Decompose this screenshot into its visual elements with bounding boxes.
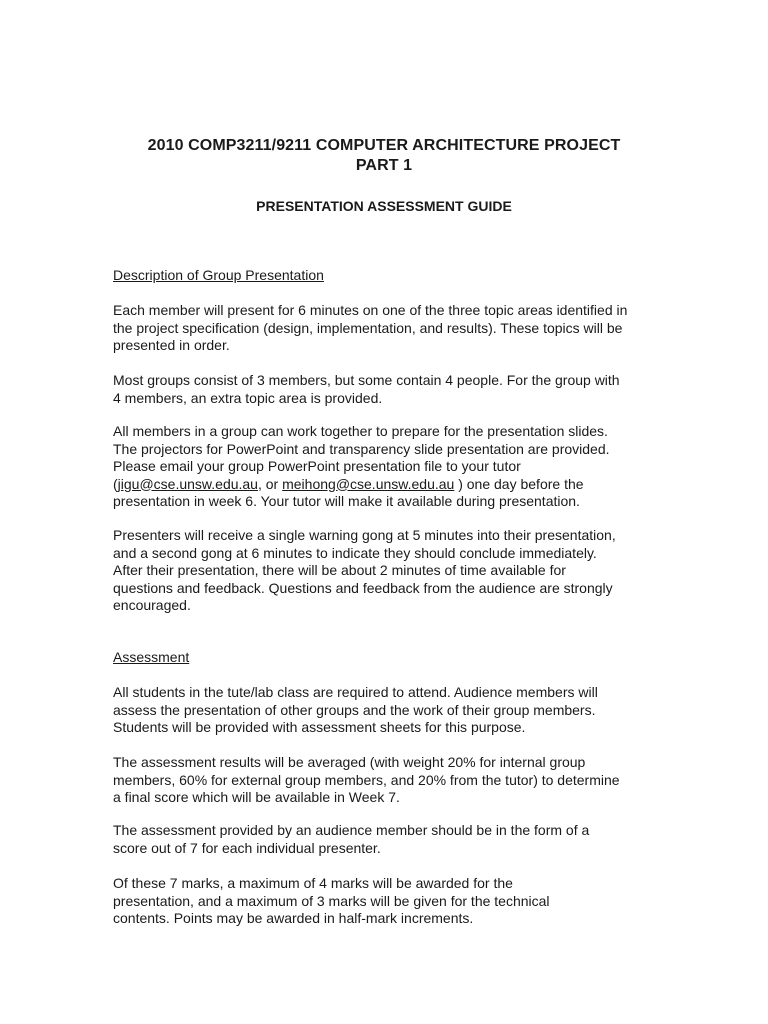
document-subtitle: PRESENTATION ASSESSMENT GUIDE	[256, 198, 512, 214]
paragraph	[113, 527, 673, 615]
paragraph-line: The assessment provided by an audience member should be in the form of a	[113, 822, 590, 838]
text-fragment: ) one day before the	[454, 475, 584, 492]
paragraph-line: and a second gong at 6 minutes to indicate they should conclude immediately.	[113, 544, 597, 561]
paragraph-line: Of these 7 marks, a maximum of 4 marks will be awarded for the	[113, 875, 513, 891]
paragraph-line: assess the presentation of other groups and the work of their group members.	[113, 701, 596, 718]
paragraph-line: a final score which will be available in Week 7.	[113, 789, 400, 805]
paragraph	[113, 822, 673, 857]
paragraph-line: Students will be provided with assessment sheets for this purpose.	[113, 719, 526, 735]
paragraph-line: All students in the tute/lab class are required to attend. Audience members will	[113, 684, 598, 700]
paragraph	[113, 684, 673, 737]
paragraph-line: After their presentation, there will be about 2 minutes of time available for	[113, 562, 566, 578]
paragraph-line: members, 60% for external group members, and 20% from the tutor) to determine	[113, 771, 620, 788]
document-title	[0, 136, 768, 176]
email-link-jigu[interactable]: jigu@cse.unsw.edu.au	[117, 475, 258, 492]
paragraph-line: The projectors for PowerPoint and transparency slide presentation are provided.	[113, 440, 610, 457]
paragraph-line: All members in a group can work together to prepare for the presentation slides.	[113, 423, 608, 439]
paragraph-line: score out of 7 for each individual presenter.	[113, 839, 381, 856]
title-line-1: 2010 COMP3211/9211 COMPUTER ARCHITECTURE PROJECT	[147, 137, 621, 154]
paragraph	[113, 875, 673, 928]
title-line-2: PART 1	[355, 157, 413, 174]
paragraph-line: presentation, and a maximum of 3 marks will be given for the technical	[113, 892, 550, 909]
paragraph-line: The assessment results will be averaged (with weight 20% for internal group	[113, 754, 586, 770]
paragraph-line: the project specification (design, implementation, and results). These topics will be	[113, 319, 623, 336]
paragraph-line: Presenters will receive a single warning gong at 5 minutes into their presentation,	[113, 527, 616, 543]
paragraph-line	[113, 476, 673, 494]
paragraph-line: presentation in week 6. Your tutor will make it available during presentation.	[113, 493, 580, 509]
email-link-meihong[interactable]: meihong@cse.unsw.edu.au	[282, 475, 455, 492]
paragraph	[113, 372, 673, 407]
paragraph-line: Most groups consist of 3 members, but some contain 4 people. For the group with	[113, 372, 620, 388]
paragraph-line: encouraged.	[113, 597, 191, 613]
paragraph-line: presented in order.	[113, 337, 230, 353]
text-fragment: , or	[257, 475, 283, 492]
paragraph	[113, 423, 673, 511]
paragraph-line: Please email your group PowerPoint presentation file to your tutor	[113, 458, 521, 474]
section-heading-assessment: Assessment	[113, 649, 190, 665]
paragraph	[113, 302, 673, 355]
paragraph-line: questions and feedback. Questions and feedback from the audience are strongly	[113, 579, 613, 596]
section-heading-description: Description of Group Presentation	[113, 267, 324, 283]
text-fragment: (	[113, 475, 118, 492]
paragraph-line: Each member will present for 6 minutes on one of the three topic areas identified in	[113, 302, 628, 318]
paragraph-line: 4 members, an extra topic area is provided.	[113, 389, 383, 406]
paragraph	[113, 754, 673, 807]
paragraph-line: contents. Points may be awarded in half-mark increments.	[113, 910, 474, 926]
